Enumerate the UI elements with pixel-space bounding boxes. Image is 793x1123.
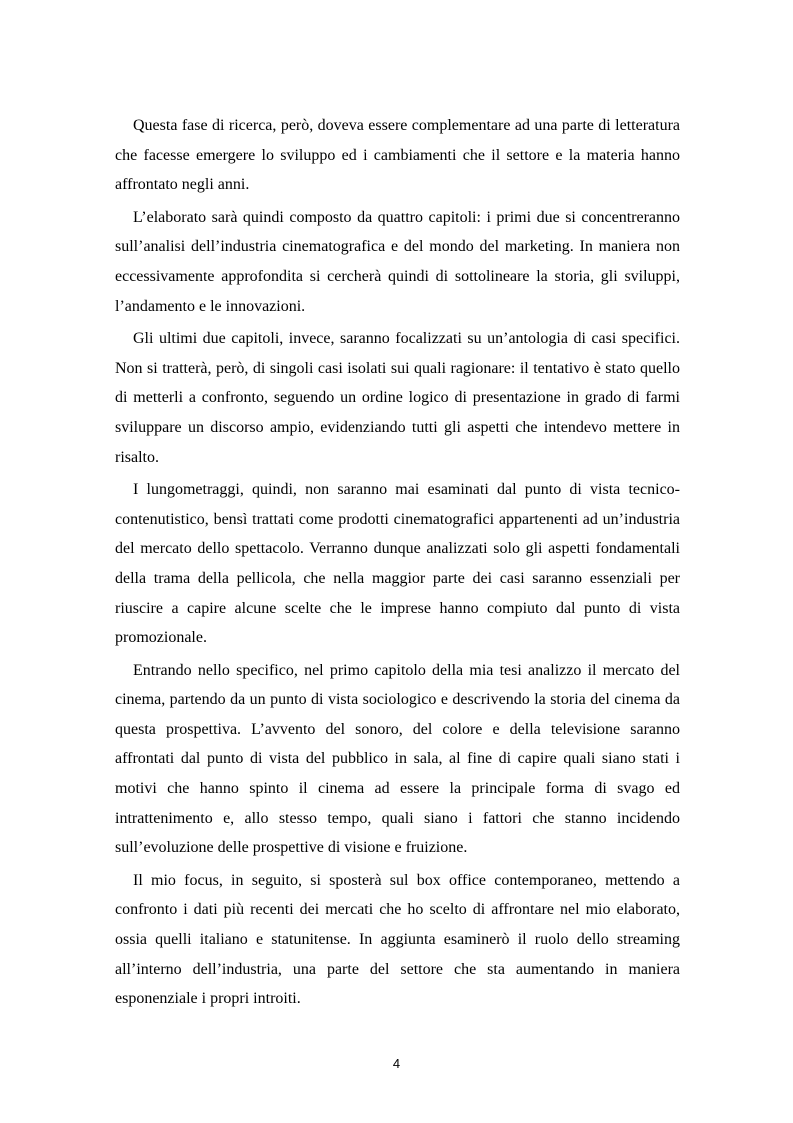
paragraph-films-approach: I lungometraggi, quindi, non saranno mai esaminati dal punto di vista tecnico-contenutistico, bensì trattati come prodotti cinematografici appartenenti ad un’industria del mercato dello spettacolo. Verranno dunque analizzati solo gli aspetti fondamentali della trama della pellicola, che nella maggior parte dei casi saranno essenziali per riuscire a capire alcune scelte che le imprese hanno compiuto dal punto di vista promozionale.: [115, 481, 680, 647]
paragraph-box-office: Il mio focus, in seguito, si sposterà sul box office contemporaneo, mettendo a confronto i dati più recenti dei mercati che ho scelto di affrontare nel mio elaborato, ossia quelli italiano e statunitense. In aggiunta esaminerò il ruolo dello streaming all’interno dell’industria, una parte del settore che sta aumentando in maniera esponenziale i propri introiti.: [115, 871, 680, 1008]
document-body: [115, 111, 680, 1014]
paragraph-structure: L’elaborato sarà quindi composto da quattro capitoli: i primi due si concentreranno sull’analisi dell’industria cinematografica e del mondo del marketing. In maniera non eccessivamente approfondita si cercherà quindi di sottolineare la storia, gli sviluppi, l’andamento e le innovazioni.: [115, 208, 680, 315]
paragraph-research-phase: Questa fase di ricerca, però, doveva essere complementare ad una parte di letteratura che facesse emergere lo sviluppo ed i cambiamenti che il settore e la materia hanno affrontato negli anni.: [115, 117, 680, 194]
page-number: 4: [392, 1056, 401, 1071]
paragraph-first-chapter: Entrando nello specifico, nel primo capitolo della mia tesi analizzo il mercato del cinema, partendo da un punto di vista sociologico e descrivendo la storia del cinema da questa prospettiva. L’avvento del sonoro, del colore e della televisione saranno affrontati dal punto di vista del pubblico in sala, al fine di capire quali siano stati i motivi che hanno spinto il cinema ad essere la principale forma di svago ed intrattenimento e, allo stesso tempo, quali siano i fattori che stanno incidendo sull’evoluzione delle prospettive di visione e fruizione.: [115, 661, 680, 857]
paragraph-case-studies: Gli ultimi due capitoli, invece, saranno focalizzati su un’antologia di casi specifici. Non si tratterà, però, di singoli casi isolati sui quali ragionare: il tentativo è stato quello di metterli a confronto, seguendo un ordine logico di presentazione in grado di farmi sviluppare un discorso ampio, evidenziando tutti gli aspetti che intendevo mettere in risalto.: [115, 330, 680, 466]
